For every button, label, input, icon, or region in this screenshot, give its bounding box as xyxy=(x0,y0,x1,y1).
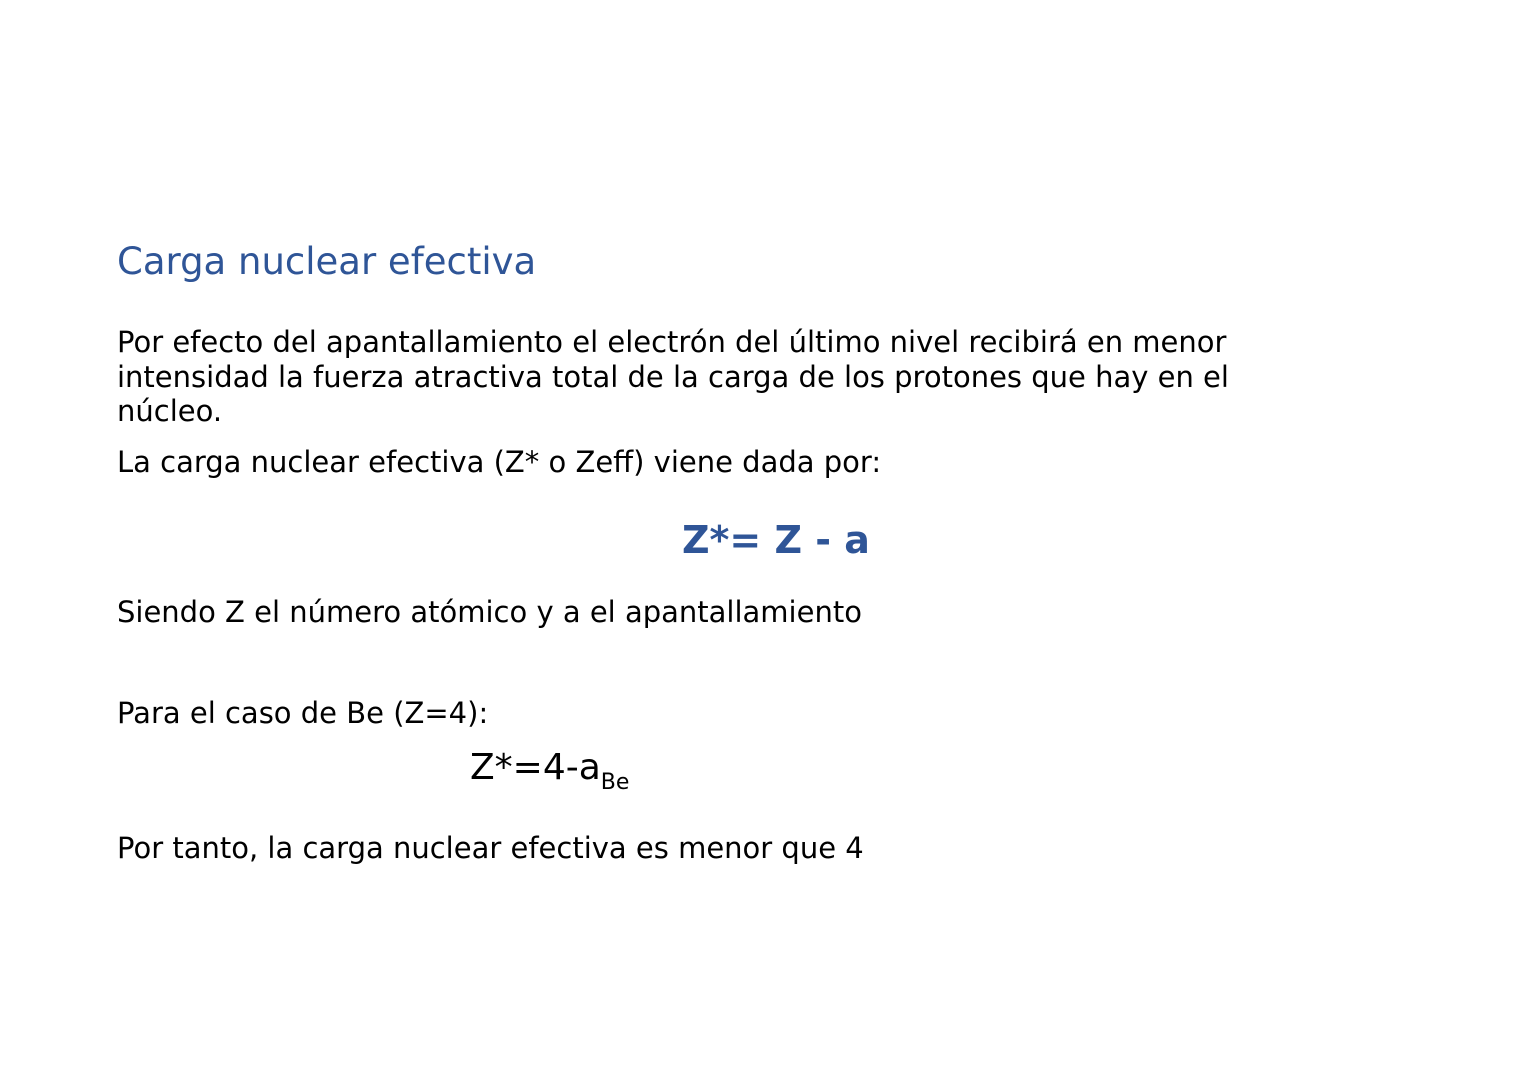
explanation-paragraph xyxy=(117,325,1277,429)
paragraph-line: núcleo. xyxy=(117,394,223,428)
paragraph-line: intensidad la fuerza atractiva total de la carga de los protones que hay en el xyxy=(117,359,1229,394)
beryllium-case-label: Para el caso de Be (Z=4): xyxy=(117,696,489,730)
beryllium-formula xyxy=(470,745,630,795)
beryllium-formula-main: Z*=4-a xyxy=(470,747,601,788)
effective-charge-formula: Z*= Z - a xyxy=(682,518,870,562)
conclusion-text: Por tanto, la carga nuclear efectiva es menor que 4 xyxy=(117,831,864,865)
paragraph-line: Por efecto del apantallamiento el electrón del último nivel recibirá en menor xyxy=(117,325,1227,359)
beryllium-formula-subscript: Be xyxy=(600,770,630,795)
formula-explanation: Siendo Z el número atómico y a el apantallamiento xyxy=(117,595,862,629)
slide-title: Carga nuclear efectiva xyxy=(117,240,537,283)
definition-intro: La carga nuclear efectiva (Z* o Zeff) viene dada por: xyxy=(117,445,882,479)
